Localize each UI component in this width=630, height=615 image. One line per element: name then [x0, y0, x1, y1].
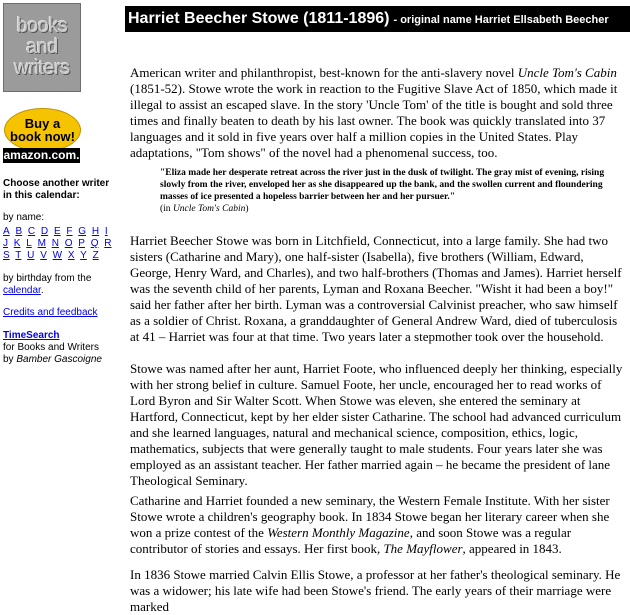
letter-index [3, 226, 115, 262]
quote-text: "Eliza made her desperate retreat across the river just in the dusk of twilight. The gray mist of evening, rising slowly from the river, enveloped her as she disappeared up the bank, and the swollen current and floundering masses of ice presented a hopeless barrier between her and her pursuer." [160, 168, 605, 202]
quote-source-prefix: (in [160, 204, 173, 214]
magazine-title: Western Monthly Magazine [267, 525, 410, 540]
biography-paragraph: Stowe was named after her aunt, Harriet Foote, who influenced deeply her thinking, especially with her strong belief in culture. Samuel Foote, her uncle, encouraged her to read works of Lord Byron and Sir Walter Scott. When Stowe was eleven, she entered the seminary at Hartford, Connecticut, kept by her elder sister Catharine. The school had advanced curriculum and she learned languages, natural and mechanical science, composition, ethics, logic, mathematics, subjects that were generally taught to male students. Four years later she was employed as an assistant teacher. Her father married again – he became the president of lane Theological Seminary. [130, 361, 623, 488]
book-title: The Mayflower [383, 541, 463, 556]
calendar-link[interactable]: calendar [3, 285, 41, 296]
choose-writer-section [3, 178, 115, 202]
by-name-label: by name: [3, 212, 45, 223]
letter-link-m[interactable]: M [37, 238, 46, 249]
letter-link-x[interactable]: X [67, 250, 75, 261]
letter-link-l[interactable]: L [26, 238, 32, 249]
letter-link-v[interactable]: V [40, 250, 47, 261]
by-name-section [3, 212, 115, 262]
by-birthday-section [3, 273, 115, 297]
logo-line: and [26, 36, 58, 58]
quote-source-suffix: ) [245, 204, 249, 214]
timesearch-section [3, 330, 115, 366]
letter-link-q[interactable]: Q [90, 238, 99, 249]
letter-link-p[interactable]: P [78, 238, 85, 249]
letter-link-c[interactable]: C [27, 226, 36, 237]
buy-line-2: book now! [10, 129, 75, 144]
letter-link-n[interactable]: N [51, 238, 59, 249]
text-run: , and soon Stowe was a regular contributor of stories and essays. Her first book, [130, 525, 572, 556]
letter-link-u[interactable]: U [27, 250, 35, 261]
letter-link-w[interactable]: W [52, 250, 63, 261]
letter-link-i[interactable]: I [104, 226, 108, 237]
timesearch-link[interactable]: TimeSearch [3, 330, 60, 341]
choose-writer-heading: Choose another writer in this calendar: [3, 178, 110, 201]
buy-line-1: Buy a [24, 116, 61, 131]
letter-link-t[interactable]: T [15, 250, 22, 261]
intro-paragraph [130, 65, 626, 161]
letter-link-g[interactable]: G [78, 226, 87, 237]
buy-book-amazon-badge[interactable] [3, 108, 80, 162]
letter-link-b[interactable]: B [15, 226, 23, 237]
credits-section [3, 307, 115, 319]
sidebar [0, 0, 116, 600]
letter-link-z[interactable]: Z [92, 250, 99, 261]
book-title: Uncle Tom's Cabin [517, 65, 617, 80]
amazon-logo: amazon.com. [3, 148, 80, 162]
page-subtitle: - original name Harriet Ellsabeth Beecher [393, 14, 609, 26]
buy-book-circle [4, 108, 81, 152]
timesearch-description: for Books and Writers [3, 342, 99, 353]
logo-line: books [16, 15, 68, 37]
timesearch-author: Bamber Gascoigne [16, 354, 102, 365]
letter-link-h[interactable]: H [91, 226, 100, 237]
timesearch-by: by [3, 354, 14, 365]
letter-link-f[interactable]: F [66, 226, 73, 237]
quote-source-title: Uncle Tom's Cabin [172, 204, 246, 214]
text-run: Catharine and Harriet founded a new seminary, the Western Female Institute. With her sister Stowe wrote a children's geography book. In 1834 Stowe began her literary career when she won a prize contest of the [130, 493, 610, 540]
letter-link-o[interactable]: O [64, 238, 73, 249]
calendar-period: . [40, 285, 44, 296]
books-and-writers-logo[interactable] [3, 3, 81, 92]
text-run: (1851-52). Stowe wrote the work in reaction to the Fugitive Slave Act of 1850, which made it illegal to assist an escaped slave. In the story 'Uncle Tom' of the title is bought and sold three times and finally beaten to death by his last owner. The book was quickly translated into 37 languages and it sold in five years over half a million copies in the United States. Play adaptations, "Tom shows" of the novel had a phenomenal success, too. [130, 81, 618, 160]
text-run: , appeared in 1843. [462, 541, 562, 556]
text-run: American writer and philanthropist, best-known for the anti-slavery novel [130, 65, 518, 80]
page-title: Harriet Beecher Stowe (1811-1896) [128, 10, 390, 27]
letter-link-r[interactable]: R [104, 238, 112, 249]
title-bar [125, 6, 630, 32]
letter-link-j[interactable]: J [3, 238, 8, 249]
letter-link-y[interactable]: Y [80, 250, 87, 261]
logo-line: writers [14, 57, 70, 79]
letter-link-s[interactable]: S [3, 250, 10, 261]
biography-paragraph: Harriet Beecher Stowe was born in Litchfield, Connecticut, into a large family. She had two sisters (Catharine and Mary), one half-sister (Isabella), five brothers (William, Edward, George, Henry Ward, and Charles), and two half-brothers (Thomas and James). Harriet herself was the seventh child of her parents, Lyman and Roxana Beecher. "Wisht it had been a boy!" said her father after her birth. Lyman was a controversial Calvinist preacher, who saw himself as a soldier of Christ. Roxana, a granddaughter of General Andrew Ward, died of tuberculosis at 41 – Harriet was four at that time. Two years later a stepmother took over the household. [130, 233, 622, 344]
biography-paragraph [130, 493, 626, 557]
book-quote [160, 167, 622, 215]
biography-paragraph: In 1836 Stowe married Calvin Ellis Stowe, a professor at her father's theological seminary. He was a widower; his late wife had been Stowe's friend. The early years of their marriage were marked [130, 567, 621, 614]
letter-link-d[interactable]: D [40, 226, 49, 237]
letter-link-a[interactable]: A [3, 226, 10, 237]
letter-link-e[interactable]: E [53, 226, 61, 237]
by-birthday-text: by birthday from the [3, 273, 92, 284]
letter-link-k[interactable]: K [13, 238, 21, 249]
credits-feedback-link[interactable]: Credits and feedback [3, 307, 98, 318]
